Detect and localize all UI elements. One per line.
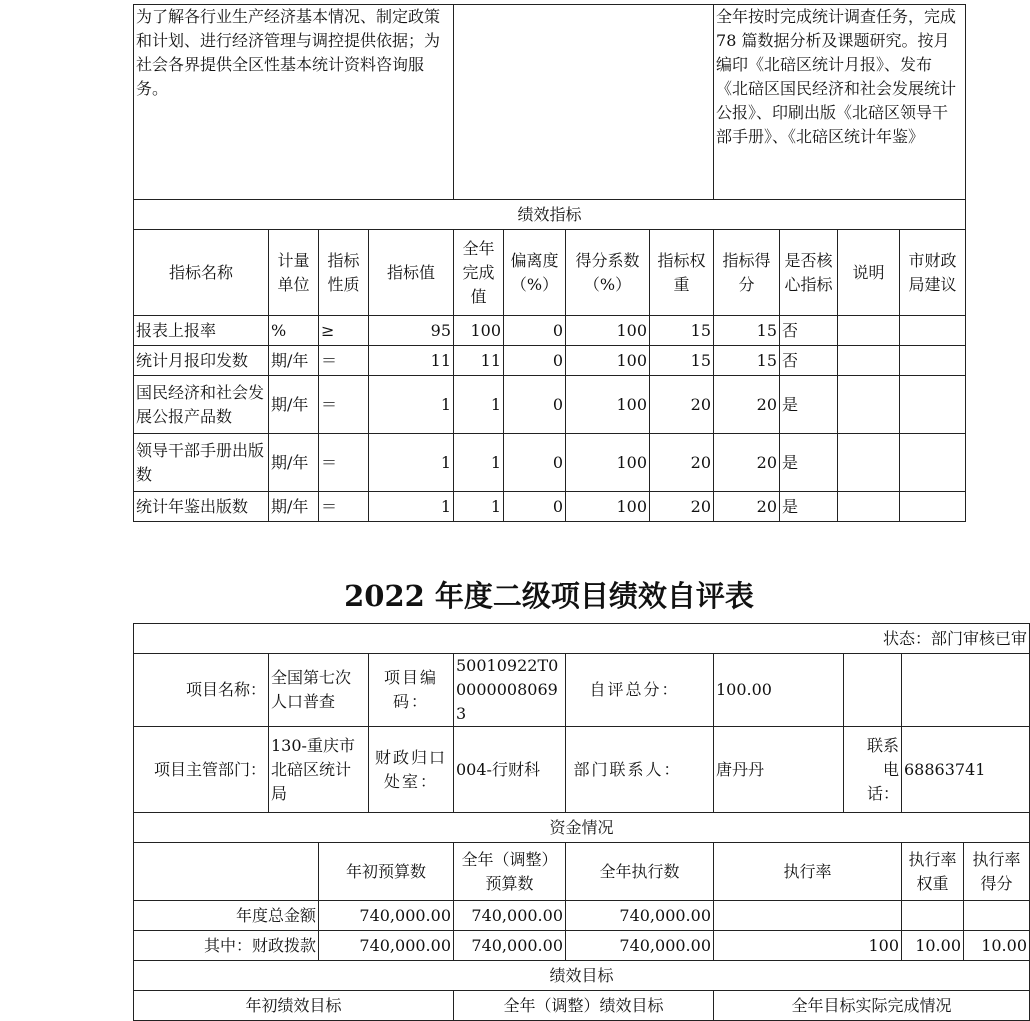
header-initial-budget: 年初预算数 xyxy=(319,843,454,901)
table-row xyxy=(134,931,1030,961)
indicator-actual: 100 xyxy=(454,316,504,346)
project-code-label: 项目编码： xyxy=(369,654,454,727)
funds-score: 10.00 xyxy=(964,931,1030,961)
header-execution-rate: 执行率 xyxy=(714,843,902,901)
indicator-advice xyxy=(900,492,966,522)
table-row xyxy=(134,376,966,434)
indicator-advice xyxy=(900,316,966,346)
phone-value: 68863741 xyxy=(902,727,1030,813)
indicator-deviation: 0 xyxy=(504,316,566,346)
indicator-core: 是 xyxy=(780,434,838,492)
indicator-note xyxy=(838,434,900,492)
indicator-core: 是 xyxy=(780,492,838,522)
indicator-weight: 20 xyxy=(650,376,714,434)
header-score: 指标得分 xyxy=(714,230,780,316)
indicator-nature: ≥ xyxy=(319,316,369,346)
indicator-note xyxy=(838,492,900,522)
completion-status-text: 全年按时完成统计调查任务，完成 78 篇数据分析及课题研究。按月编印《北碚区统计月报》、发布《北碚区国民经济和社会发展统计公报》、印刷出版《北碚区领导干部手册》、《北碚区统计年鉴》 xyxy=(716,7,957,146)
funds-score xyxy=(964,901,1030,931)
dept-label: 项目主管部门： xyxy=(134,727,269,813)
indicator-actual: 1 xyxy=(454,434,504,492)
header-nature: 指标性质 xyxy=(319,230,369,316)
finance-office-label: 财政归口处室： xyxy=(369,727,454,813)
indicator-target: 1 xyxy=(369,434,454,492)
indicator-section-title: 绩效指标 xyxy=(134,200,966,230)
indicator-weight: 15 xyxy=(650,316,714,346)
empty-cell xyxy=(134,843,319,901)
indicator-score: 15 xyxy=(714,316,780,346)
header-weight: 指标权重 xyxy=(650,230,714,316)
self-score-label: 自评总分： xyxy=(566,654,714,727)
indicator-score: 20 xyxy=(714,434,780,492)
indicator-coefficient: 100 xyxy=(566,434,650,492)
indicator-deviation: 0 xyxy=(504,346,566,376)
funds-row-label: 其中：财政拨款 xyxy=(134,931,319,961)
table-row xyxy=(134,346,966,376)
finance-office-value: 004-行财科 xyxy=(454,727,566,813)
header-adjusted-budget: 全年（调整）预算数 xyxy=(454,843,566,901)
indicator-unit: % xyxy=(269,316,319,346)
project-name-label: 项目名称： xyxy=(134,654,269,727)
indicator-name: 国民经济和社会发展公报产品数 xyxy=(134,376,269,434)
header-initial-goals: 年初绩效目标 xyxy=(134,991,454,1021)
indicator-advice xyxy=(900,376,966,434)
funds-adjusted: 740,000.00 xyxy=(454,901,566,931)
funds-weight: 10.00 xyxy=(902,931,964,961)
funds-initial: 740,000.00 xyxy=(319,931,454,961)
header-actual-completion: 全年目标实际完成情况 xyxy=(714,991,1030,1021)
contact-value: 唐丹丹 xyxy=(714,727,844,813)
header-executed: 全年执行数 xyxy=(566,843,714,901)
indicator-score: 20 xyxy=(714,492,780,522)
indicator-actual: 11 xyxy=(454,346,504,376)
indicator-name: 领导干部手册出版数 xyxy=(134,434,269,492)
dept-value: 130-重庆市北碚区统计局 xyxy=(269,727,369,813)
funds-rate xyxy=(714,901,902,931)
empty-cell xyxy=(844,654,902,727)
empty-cell xyxy=(454,5,714,200)
indicator-core: 否 xyxy=(780,346,838,376)
indicator-header-row xyxy=(134,230,966,316)
status-badge: 状态：部门审核已审 xyxy=(134,624,1030,654)
header-indicator-name: 指标名称 xyxy=(134,230,269,316)
indicator-advice xyxy=(900,434,966,492)
header-coefficient: 得分系数（%） xyxy=(566,230,650,316)
indicator-nature: ＝ xyxy=(319,376,369,434)
indicator-coefficient: 100 xyxy=(566,346,650,376)
project-purpose-text: 为了解各行业生产经济基本情况、制定政策和计划、进行经济管理与调控提供依据；为社会各界提供全区性基本统计资料咨询服务。 xyxy=(136,7,441,98)
header-unit: 计量单位 xyxy=(269,230,319,316)
completion-status-cell xyxy=(714,5,966,200)
indicator-name: 统计年鉴出版数 xyxy=(134,492,269,522)
header-rate-weight: 执行率权重 xyxy=(902,843,964,901)
project-name-value: 全国第七次人口普查 xyxy=(269,654,369,727)
indicator-deviation: 0 xyxy=(504,434,566,492)
empty-cell xyxy=(902,654,1030,727)
indicator-core: 否 xyxy=(780,316,838,346)
indicator-weight: 20 xyxy=(650,492,714,522)
indicator-deviation: 0 xyxy=(504,376,566,434)
header-actual: 全年完成值 xyxy=(454,230,504,316)
funds-executed: 740,000.00 xyxy=(566,931,714,961)
indicator-core: 是 xyxy=(780,376,838,434)
table-row xyxy=(134,901,1030,931)
goals-section-title: 绩效目标 xyxy=(134,961,1030,991)
funds-initial: 740,000.00 xyxy=(319,901,454,931)
header-core: 是否核心指标 xyxy=(780,230,838,316)
indicator-nature: ＝ xyxy=(319,492,369,522)
header-target: 指标值 xyxy=(369,230,454,316)
table-row xyxy=(134,316,966,346)
table-row xyxy=(134,492,966,522)
funds-rate: 100 xyxy=(714,931,902,961)
project-purpose-cell xyxy=(134,5,454,200)
indicator-target: 11 xyxy=(369,346,454,376)
indicator-note xyxy=(838,376,900,434)
table-row xyxy=(134,434,966,492)
indicator-nature: ＝ xyxy=(319,434,369,492)
indicator-target: 95 xyxy=(369,316,454,346)
header-adjusted-goals: 全年（调整）绩效目标 xyxy=(454,991,714,1021)
indicator-coefficient: 100 xyxy=(566,492,650,522)
indicator-note xyxy=(838,316,900,346)
indicator-unit: 期/年 xyxy=(269,376,319,434)
indicator-deviation: 0 xyxy=(504,492,566,522)
indicator-score: 20 xyxy=(714,376,780,434)
indicator-unit: 期/年 xyxy=(269,346,319,376)
funds-row-label: 年度总金额 xyxy=(134,901,319,931)
goals-header-row xyxy=(134,991,1030,1021)
indicator-actual: 1 xyxy=(454,376,504,434)
performance-indicator-table xyxy=(133,4,966,522)
contact-label: 部门联系人： xyxy=(566,727,714,813)
indicator-unit: 期/年 xyxy=(269,492,319,522)
indicator-note xyxy=(838,346,900,376)
funds-adjusted: 740,000.00 xyxy=(454,931,566,961)
phone-label: 联系电话： xyxy=(844,727,902,813)
indicator-nature: ＝ xyxy=(319,346,369,376)
indicator-coefficient: 100 xyxy=(566,316,650,346)
self-score-value: 100.00 xyxy=(714,654,844,727)
indicator-weight: 20 xyxy=(650,434,714,492)
header-deviation: 偏离度（%） xyxy=(504,230,566,316)
header-advice: 市财政局建议 xyxy=(900,230,966,316)
project-code-value: 50010922T000000080693 xyxy=(454,654,566,727)
header-rate-score: 执行率得分 xyxy=(964,843,1030,901)
funds-executed: 740,000.00 xyxy=(566,901,714,931)
indicator-target: 1 xyxy=(369,376,454,434)
header-note: 说明 xyxy=(838,230,900,316)
indicator-name: 报表上报率 xyxy=(134,316,269,346)
indicator-coefficient: 100 xyxy=(566,376,650,434)
indicator-name: 统计月报印发数 xyxy=(134,346,269,376)
indicator-actual: 1 xyxy=(454,492,504,522)
page-title: 2022 年度二级项目绩效自评表 xyxy=(344,579,754,613)
project-evaluation-table xyxy=(133,623,1030,1021)
indicator-unit: 期/年 xyxy=(269,434,319,492)
funds-header-row xyxy=(134,843,1030,901)
funds-section-title: 资金情况 xyxy=(134,813,1030,843)
indicator-score: 15 xyxy=(714,346,780,376)
indicator-target: 1 xyxy=(369,492,454,522)
indicator-weight: 15 xyxy=(650,346,714,376)
indicator-advice xyxy=(900,346,966,376)
funds-weight xyxy=(902,901,964,931)
